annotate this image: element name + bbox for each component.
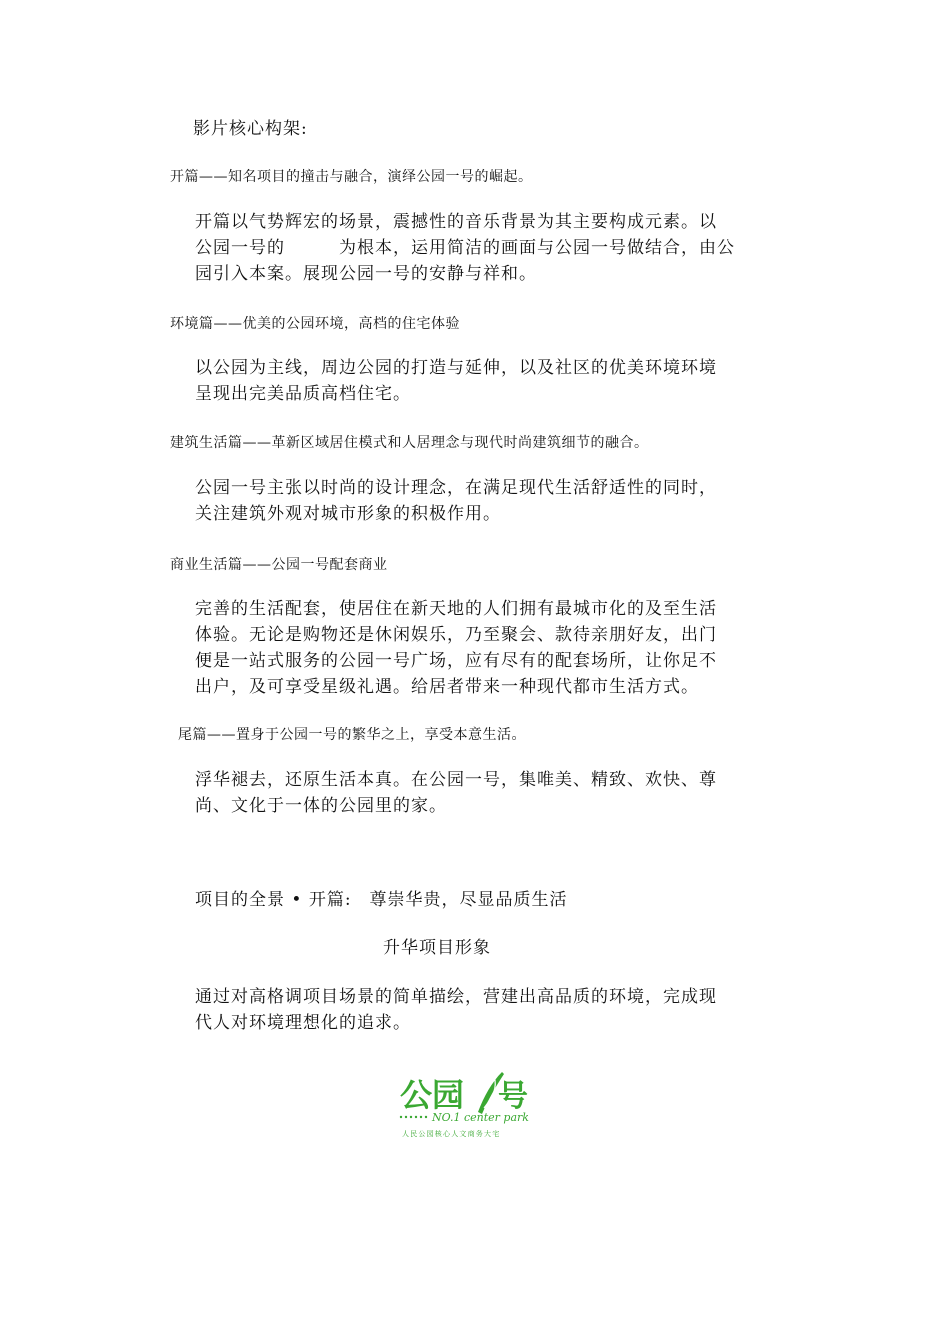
paragraph-line: 出户，及可享受星级礼遇。给居者带来一种现代都市生活方式。 xyxy=(195,677,699,697)
logo-dots xyxy=(400,1116,427,1118)
section-body-environment xyxy=(195,355,717,407)
paragraph-line: 通过对高格调项目场景的简单描绘，营建出高品质的环境，完成现 xyxy=(195,987,717,1007)
section-title-environment: 环境篇——优美的公园环境，高档的住宅体验 xyxy=(170,316,460,332)
section-body-ending xyxy=(195,767,717,819)
paragraph-line: 体验。无论是购物还是休闲娱乐，乃至聚会、款待亲朋好友，出门 xyxy=(195,625,717,645)
panorama-body xyxy=(195,984,717,1036)
paragraph-line: 公园一号的 为根本，运用简洁的画面与公园一号做结合，由公 xyxy=(195,238,735,258)
panorama-title: 项目的全景 • 开篇: 尊崇华贵，尽显品质生活 xyxy=(195,890,568,910)
paragraph-line: 浮华褪去，还原生活本真。在公园一号，集唯美、精致、欢快、尊 xyxy=(195,770,717,790)
brand-logo-graphic xyxy=(398,1068,538,1140)
section-title-opening: 开篇——知名项目的撞击与融合，演绎公园一号的崛起。 xyxy=(170,169,533,185)
brand-logo xyxy=(398,1068,538,1140)
paragraph-line: 以公园为主线，周边公园的打造与延伸，以及社区的优美环境环境 xyxy=(195,358,717,378)
logo-number-char: 号 xyxy=(498,1079,528,1114)
section-body-commerce xyxy=(195,596,717,700)
paragraph-line: 代人对环境理想化的追求。 xyxy=(195,1013,411,1033)
paragraph-line: 园引入本案。展现公园一号的安静与祥和。 xyxy=(195,264,537,284)
section-title-commerce: 商业生活篇——公园一号配套商业 xyxy=(170,557,388,573)
logo-tagline: 人民公园核心人文商务大宅 xyxy=(402,1130,501,1138)
paragraph-line: 完善的生活配套，使居住在新天地的人们拥有最城市化的及至生活 xyxy=(195,599,717,619)
page-heading: 影片核心构架: xyxy=(193,119,308,139)
logo-chinese-name: 公园 xyxy=(400,1076,465,1114)
paragraph-line: 呈现出完美品质高档住宅。 xyxy=(195,384,411,404)
section-body-opening xyxy=(195,209,735,287)
sub-heading: 升华项目形象 xyxy=(383,938,491,958)
section-title-architecture: 建筑生活篇——革新区域居住模式和人居理念与现代时尚建筑细节的融合。 xyxy=(170,435,649,451)
section-body-architecture xyxy=(195,475,717,527)
section-title-ending: 尾篇——置身于公园一号的繁华之上，享受本意生活。 xyxy=(178,727,526,743)
paragraph-line: 尚、文化于一体的公园里的家。 xyxy=(195,796,447,816)
paragraph-line: 便是一站式服务的公园一号广场，应有尽有的配套场所，让你足不 xyxy=(195,651,717,671)
paragraph-line: 关注建筑外观对城市形象的积极作用。 xyxy=(195,504,501,524)
paragraph-line: 开篇以气势辉宏的场景，震撼性的音乐背景为其主要构成元素。以 xyxy=(195,212,717,232)
paragraph-line: 公园一号主张以时尚的设计理念，在满足现代生活舒适性的同时， xyxy=(195,478,717,498)
logo-english-name: NO.1 center park xyxy=(432,1111,529,1124)
